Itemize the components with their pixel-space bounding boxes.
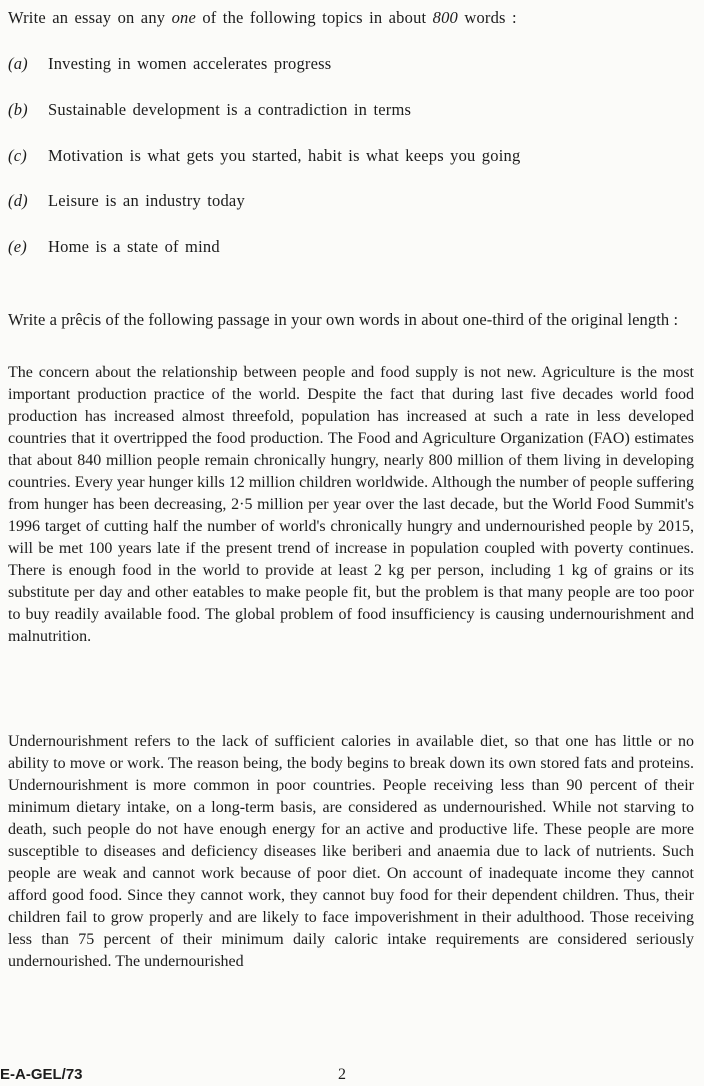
topic-text: Motivation is what gets you started, habit is what keeps you going [48,146,521,165]
essay-instruction-end: of the following topics in about [196,8,433,27]
passage-paragraph-2: Undernourishment refers to the lack of sufficient calories in available diet, so that one has little or no ability to move or work. The reason being, the body begins to break down its own stored fats and proteins. Undernourishment is more common in poor countries. People receiving less than 90 percent of their minimum dietary intake, on a long-term basis, are considered as undernourished. While not starving to death, such people do not have enough energy for an active and productive life. These people are more susceptible to diseases and deficiency diseases like beriberi and anaemia due to lack of nutrients. Such people are weak and cannot work because of poor diet. On account of inadequate income they cannot afford good food. Since they cannot work, they cannot buy food for their dependent children. Thus, their children fail to grow properly and are likely to face impoverishment in their adulthood. Those receiving less than 75 percent of their minimum daily caloric intake requirements are considered seriously undernourished. The undernourished [8,733,694,970]
essay-instruction-start: Write an essay on any [8,8,172,27]
topic-label: (d) [8,191,28,210]
paper-code: E-A-GEL/73 [0,1066,83,1083]
page-number: 2 [338,1066,346,1083]
topic-text: Leisure is an industry today [48,191,245,210]
topic-label: (e) [8,237,27,256]
topic-a [8,54,698,74]
essay-word-count: 800 [432,8,459,27]
topic-label: (c) [8,146,27,165]
essay-instruction [8,8,698,28]
topic-text: Home is a state of mind [48,237,220,256]
essay-instruction-tail: words : [458,8,517,27]
topic-e [8,237,698,257]
precis-instruction: Write a prêcis of the following passage in your own words in about one-third of the original length : [8,310,679,329]
topic-d [8,191,698,211]
essay-instruction-one: one [171,8,196,27]
topic-b [8,100,698,120]
topic-text: Sustainable development is a contradiction in terms [48,100,412,119]
passage-paragraph-1: The concern about the relationship between people and food supply is not new. Agriculture is the most important production practice of the world. Despite the fact that during last five decades world food production has increased almost threefold, population has increased at such a rate in less developed countries that it overtripped the food production. The Food and Agriculture Organization (FAO) estimates that about 840 million people remain chronically hungry, nearly 800 million of them living in developing countries. Every year hunger kills 12 million children worldwide. Although the number of people suffering from hunger has been decreasing, 2·5 million per year over the last decade, but the World Food Summit's 1996 target of cutting half the number of world's chronically hungry and undernourished people by 2015, will be met 100 years late if the present trend of increase in population coupled with poverty continues. There is enough food in the world to provide at least 2 kg per person, including 1 kg of grains or its substitute per day and other eatables to make people fit, but the problem is that many people are too poor to buy readily available food. The global problem of food insufficiency is causing undernourishment and malnutrition. [8,364,694,645]
topic-label: (a) [8,54,28,73]
topic-label: (b) [8,100,28,119]
topic-c [8,146,698,166]
topic-text: Investing in women accelerates progress [48,54,332,73]
